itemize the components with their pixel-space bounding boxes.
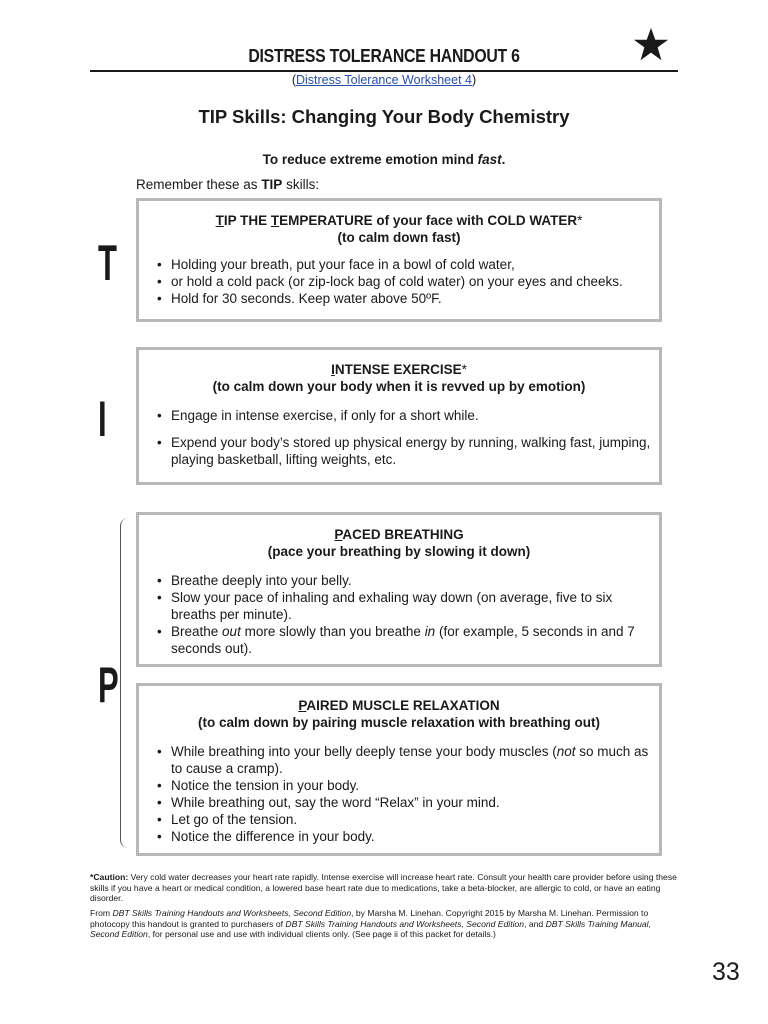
- list-item: • While breathing out, say the word “Relax” in your mind.: [171, 794, 651, 811]
- remember-text: Remember these as TIP skills:: [136, 177, 320, 192]
- list-item: • Hold for 30 seconds. Keep water above 50ºF.: [171, 290, 651, 307]
- exercise-list: [147, 407, 651, 468]
- exercise-box: [136, 347, 662, 485]
- breathing-title: PACED BREATHING: [334, 527, 464, 542]
- list-item: • Holding your breath, put your face in a bowl of cold water,: [171, 256, 651, 273]
- relaxation-box: [136, 683, 662, 856]
- breathing-box: [136, 512, 662, 667]
- handout-title: DISTRESS TOLERANCE HANDOUT 6: [248, 46, 520, 66]
- header-rule: [90, 70, 678, 72]
- list-item: • Breathe deeply into your belly.: [171, 572, 651, 589]
- letter-i: I: [98, 391, 107, 447]
- list-item: • Slow your pace of inhaling and exhaling way down (on average, five to six breaths per minute).: [171, 589, 651, 623]
- worksheet-reference: (Distress Tolerance Worksheet 4): [291, 73, 477, 87]
- exercise-title: INTENSE EXERCISE*: [331, 362, 467, 377]
- p-bracket: [120, 518, 131, 848]
- page-title: TIP Skills: Changing Your Body Chemistry: [198, 106, 570, 127]
- intro-text: To reduce extreme emotion mind fast.: [262, 152, 506, 167]
- breathing-list: [147, 572, 651, 657]
- list-item: • Notice the tension in your body.: [171, 777, 651, 794]
- relaxation-list: [147, 743, 651, 845]
- temperature-list: [147, 256, 651, 307]
- relaxation-title: PAIRED MUSCLE RELAXATION: [298, 698, 500, 713]
- list-item: • Let go of the tension.: [171, 811, 651, 828]
- page-number: 33: [712, 958, 740, 986]
- exercise-subtitle: (to calm down your body when it is revved up by emotion): [212, 379, 586, 394]
- worksheet-link[interactable]: Distress Tolerance Worksheet 4: [295, 73, 472, 87]
- list-item: • Engage in intense exercise, if only for a short while.: [171, 407, 651, 424]
- relaxation-subtitle: (to calm down by pairing muscle relaxation with breathing out): [197, 715, 601, 730]
- breathing-subtitle: (pace your breathing by slowing it down): [267, 544, 531, 559]
- temperature-box: [136, 198, 662, 322]
- temperature-title: TIP THE TEMPERATURE of your face with COLD WATER*: [215, 213, 583, 228]
- list-item: • Expend your body’s stored up physical energy by running, walking fast, jumping, playing basketball, lifting weights, etc.: [171, 434, 651, 468]
- list-item: • While breathing into your belly deeply tense your body muscles (not so much as to cause a cramp).: [171, 743, 651, 777]
- star-icon: [632, 26, 670, 64]
- list-item-continuation: • or hold a cold pack (or zip-lock bag of cold water) on your eyes and cheeks.: [171, 273, 651, 290]
- letter-t: T: [98, 235, 117, 291]
- caution-footnote: *Caution: Very cold water decreases your heart rate rapidly. Intense exercise will increase heart rate. Consult your health care provider before using these skills if you have a heart or medical condition, a lowered base heart rate due to medications, take a beta-blocker, are allergic to cold, or have an eating disorder.: [90, 872, 677, 903]
- list-item: • Notice the difference in your body.: [171, 828, 651, 845]
- copyright-footnote: From DBT Skills Training Handouts and Worksheets, Second Edition, by Marsha M. Linehan. Copyright 2015 by Marsha M. Linehan. Permission to photocopy this handout is granted to purchasers of DBT Skills Training Handouts and Worksheets, Second Edition, and DBT Skills Training Manual, Second Edition, for personal use and use with individual clients only. (See page ii of this packet for details.): [90, 908, 651, 939]
- letter-p: P: [98, 657, 119, 713]
- list-item: • Breathe out more slowly than you breathe in (for example, 5 seconds in and 7 seconds out).: [171, 623, 651, 657]
- temperature-subtitle: (to calm down fast): [337, 230, 461, 245]
